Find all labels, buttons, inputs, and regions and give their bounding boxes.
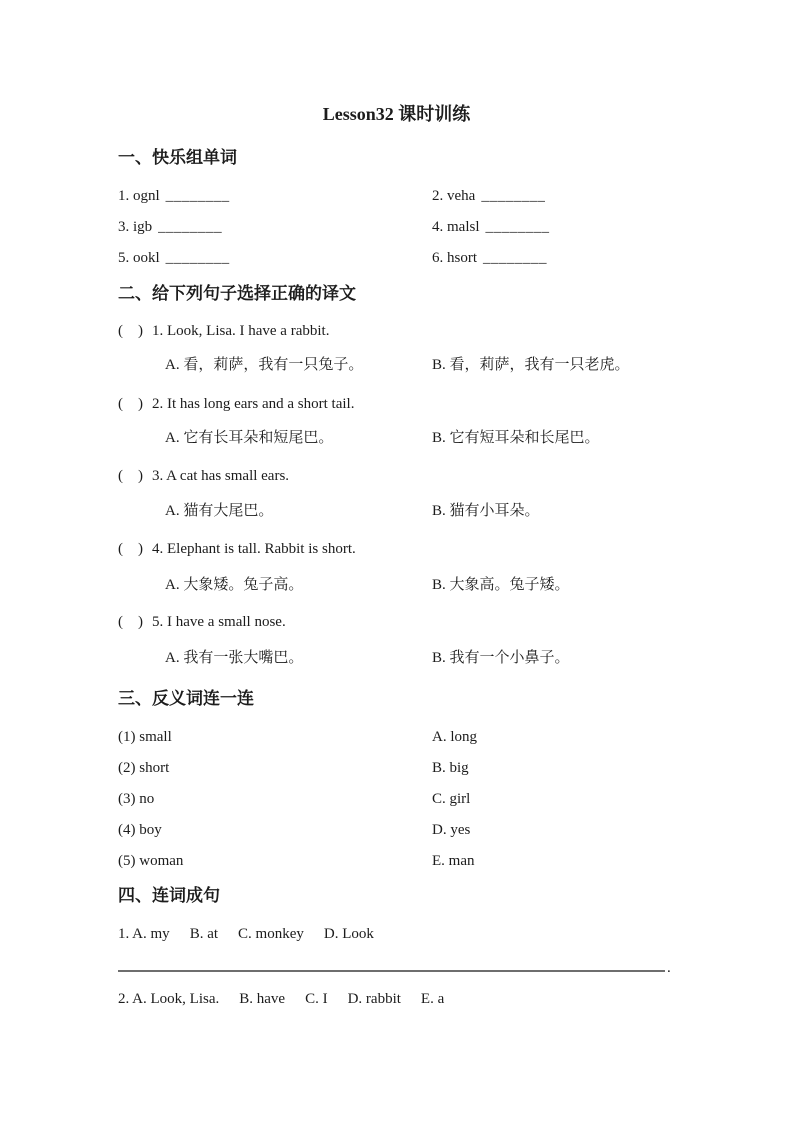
- question-sentence: 1. Look, Lisa. I have a rabbit.: [152, 323, 330, 339]
- word-token: C. monkey: [238, 926, 304, 942]
- word-item: [432, 249, 547, 267]
- question-options-row: [0, 502, 793, 520]
- word-token: 1. A. my: [118, 926, 170, 942]
- match-right: C. girl: [432, 791, 471, 807]
- option-a: A. 大象矮。兔子高。: [165, 577, 304, 593]
- answer-line-row: [0, 956, 793, 977]
- option-a: A. 我有一张大嘴巴。: [165, 650, 304, 666]
- word-token: C. I: [305, 991, 328, 1007]
- answer-line-period: .: [667, 960, 671, 976]
- question-options-row: [0, 649, 793, 667]
- word-item-label: 6. hsort: [432, 250, 477, 266]
- answer-brackets: ( ): [118, 396, 143, 412]
- word-row: [0, 249, 793, 267]
- word-token: B. have: [239, 991, 286, 1007]
- option-b: B. 它有短耳朵和长尾巴。: [432, 430, 600, 446]
- match-left: (3) no: [118, 791, 155, 807]
- question-sentence-row: [0, 613, 793, 631]
- question-sentence-row: [0, 467, 793, 485]
- word-item-label: 4. malsl: [432, 219, 480, 235]
- word-item: [118, 219, 222, 235]
- word-item-label: 5. ookl: [118, 250, 160, 266]
- answer-blank: ________: [485, 219, 550, 235]
- match-right: D. yes: [432, 822, 471, 838]
- page-title: Lesson32 课时训练: [322, 104, 471, 124]
- option-a: A. 猫有大尾巴。: [165, 503, 274, 519]
- match-row: [0, 790, 793, 808]
- answer-brackets: ( ): [118, 468, 143, 484]
- word-item: [432, 218, 550, 236]
- match-right: B. big: [432, 760, 469, 776]
- question-sentence: 3. A cat has small ears.: [152, 468, 290, 484]
- word-item: [118, 188, 230, 204]
- match-left: (1) small: [118, 729, 172, 745]
- option-a: A. 看，莉萨，我有一只兔子。: [165, 357, 364, 373]
- match-right: E. man: [432, 853, 475, 869]
- question-sentence: 4. Elephant is tall. Rabbit is short.: [152, 541, 356, 557]
- match-row: [0, 821, 793, 839]
- option-a: A. 它有长耳朵和短尾巴。: [165, 430, 334, 446]
- sentence-words-row: [0, 925, 793, 943]
- option-b: B. 大象高。兔子矮。: [432, 577, 570, 593]
- question-options-row: [0, 356, 793, 374]
- answer-blank: ________: [158, 219, 223, 235]
- question-options-row: [0, 429, 793, 447]
- answer-line: [118, 956, 665, 972]
- word-item: [118, 250, 230, 266]
- word-row: [0, 187, 793, 205]
- option-b: B. 看，莉萨，我有一只老虎。: [432, 357, 630, 373]
- answer-brackets: ( ): [118, 323, 143, 339]
- match-left: (4) boy: [118, 822, 162, 838]
- word-item-label: 2. veha: [432, 188, 476, 204]
- section1-heading: 一、快乐组单词: [118, 148, 237, 167]
- question-sentence: 5. I have a small nose.: [152, 614, 286, 630]
- option-b: B. 猫有小耳朵。: [432, 503, 540, 519]
- question-sentence-row: [0, 322, 793, 340]
- section2-heading: 二、给下列句子选择正确的译文: [118, 284, 356, 303]
- section4-heading: 四、连词成句: [118, 886, 220, 905]
- match-left: (5) woman: [118, 853, 184, 869]
- answer-blank: ________: [481, 188, 546, 204]
- word-token: B. at: [189, 926, 219, 942]
- word-row: [0, 218, 793, 236]
- option-b: B. 我有一个小鼻子。: [432, 650, 570, 666]
- question-sentence-row: [0, 540, 793, 558]
- match-left: (2) short: [118, 760, 170, 776]
- word-item-label: 3. igb: [118, 219, 153, 235]
- word-item: [432, 187, 545, 205]
- question-sentence: 2. It has long ears and a short tail.: [152, 396, 355, 412]
- word-token: E. a: [420, 991, 445, 1007]
- answer-blank: ________: [165, 250, 230, 266]
- answer-blank: ________: [483, 250, 547, 266]
- match-row: [0, 759, 793, 777]
- answer-brackets: ( ): [118, 541, 143, 557]
- sentence-words-row: [0, 990, 793, 1008]
- word-token: 2. A. Look, Lisa.: [118, 991, 220, 1007]
- question-sentence-row: [0, 395, 793, 413]
- answer-blank: ________: [165, 188, 230, 204]
- word-item-label: 1. ognl: [118, 188, 160, 204]
- match-right: A. long: [432, 729, 477, 745]
- match-row: [0, 852, 793, 870]
- word-token: D. Look: [323, 926, 374, 942]
- word-token: D. rabbit: [347, 991, 401, 1007]
- section3-heading: 三、反义词连一连: [118, 689, 254, 708]
- question-options-row: [0, 576, 793, 594]
- match-row: [0, 728, 793, 746]
- answer-brackets: ( ): [118, 614, 143, 630]
